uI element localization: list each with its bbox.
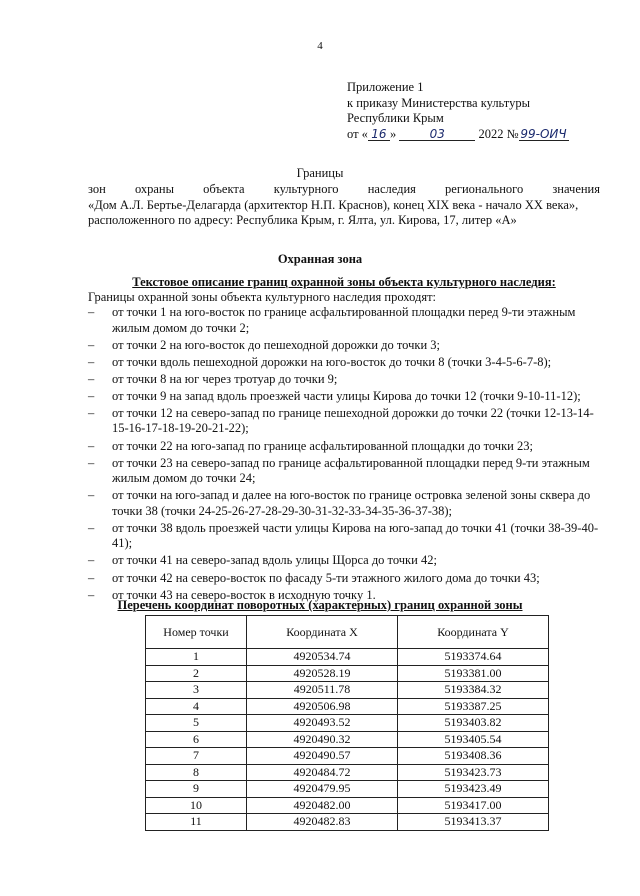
boundary-intro: Границы охранной зоны объекта культурного наследия проходят: [88, 290, 436, 304]
dash-marker: – [88, 388, 95, 403]
date-day: 16 [368, 128, 390, 141]
boundary-item-text: от точки 38 вдоль проезжей части улицы Кирова на юго-запад до точки 41 (точки 38-39-40-41); [112, 520, 599, 551]
cell-coordinate-y: 5193413.37 [398, 814, 549, 831]
cell-coordinate-y: 5193405.54 [398, 731, 549, 748]
boundary-item-text: от точки вдоль пешеходной дорожки на юго-восток до точки 8 (точки 3-4-5-6-7-8); [112, 354, 552, 369]
date-mid: » [389, 126, 397, 141]
text-description-heading: Текстовое описание границ охранной зоны объекта культурного наследия: [132, 275, 556, 289]
cell-coordinate-y: 5193387.25 [398, 698, 549, 715]
order-number: 99-ОИЧ [520, 126, 567, 141]
cell-coordinate-y: 5193423.49 [398, 781, 549, 798]
cell-coordinate-x: 4920479.95 [247, 781, 398, 798]
cell-point-number: 8 [146, 764, 247, 781]
dash-marker: – [88, 405, 95, 420]
dash-marker: – [88, 587, 95, 602]
boundary-item-text: от точки 42 на северо-восток по фасаду 5-ти этажного жилого дома до точки 43; [112, 570, 540, 585]
table-row [146, 649, 549, 666]
table-row [146, 814, 549, 831]
dash-marker: – [88, 520, 95, 535]
dash-marker: – [88, 553, 95, 568]
boundary-item [88, 305, 600, 336]
boundary-item [88, 571, 600, 587]
boundary-item [88, 338, 600, 354]
dash-marker: – [88, 455, 95, 470]
cell-point-number: 6 [146, 731, 247, 748]
appendix-line-1: Приложение 1 [347, 80, 424, 94]
boundary-item [88, 439, 600, 455]
date-month: 03 [399, 128, 475, 141]
zone-heading: Охранная зона [277, 252, 363, 266]
coordinates-table [145, 615, 549, 831]
dash-marker: – [88, 570, 95, 585]
boundary-item [88, 488, 600, 519]
cell-coordinate-y: 5193403.82 [398, 715, 549, 732]
boundary-item-text: от точки 9 на запад вдоль проезжей части улицы Кирова до точки 12 (точки 9-10-11-12); [112, 388, 581, 403]
cell-coordinate-y: 5193384.32 [398, 682, 549, 699]
column-header-y: Координата Y [398, 616, 549, 649]
dash-marker: – [88, 371, 95, 386]
boundary-item [88, 521, 600, 552]
dash-marker: – [88, 354, 95, 369]
boundary-item [88, 389, 600, 405]
dash-marker: – [88, 438, 95, 453]
boundary-item-text: от точки 2 на юго-восток до пешеходной дорожки до точки 3; [112, 337, 440, 352]
boundary-list [88, 305, 600, 605]
boundary-item [88, 553, 600, 569]
boundary-item [88, 372, 600, 388]
boundary-item-text: от точки на юго-запад и далее на юго-восток по границе островка зеленой зоны сквера до точки 38 (точки 24-25-26-27-28-29-30-31-32-33-34-35-36-37-38); [112, 488, 591, 518]
table-body [146, 649, 549, 831]
table-row [146, 682, 549, 699]
appendix-line-3: Республики Крым [347, 111, 444, 125]
boundary-item-text: от точки 23 на северо-запад по границе асфальтированной площадки перед 9-ти этажным жилым домом до точки 24; [112, 455, 590, 486]
cell-coordinate-x: 4920506.98 [247, 698, 398, 715]
cell-coordinate-y: 5193408.36 [398, 748, 549, 765]
table-row [146, 665, 549, 682]
table-row [146, 731, 549, 748]
boundary-item [88, 406, 600, 437]
appendix-date-line [347, 127, 569, 143]
cell-coordinate-x: 4920511.78 [247, 682, 398, 699]
cell-coordinate-x: 4920528.19 [247, 665, 398, 682]
cell-point-number: 4 [146, 698, 247, 715]
cell-point-number: 7 [146, 748, 247, 765]
intro-paragraph [88, 182, 600, 229]
boundary-item-text: от точки 12 на северо-запад по границе пешеходной дорожки до точки 22 (точки 12-13-14-15-16-17-18-19-20-21-22); [112, 405, 594, 436]
dash-marker: – [88, 337, 95, 352]
column-header-point: Номер точки [146, 616, 247, 649]
intro-line-3: расположенного по адресу: Республика Крым, г. Ялта, ул. Кирова, 17, литер «А» [88, 213, 517, 227]
cell-point-number: 9 [146, 781, 247, 798]
boundary-item-text: от точки 43 на северо-восток в исходную точку 1. [112, 587, 376, 602]
cell-point-number: 11 [146, 814, 247, 831]
intro-line-2: «Дом А.Л. Бертье-Делагарда (архитектор Н.П. Краснов), конец XIX века - начало XX века», [88, 197, 579, 212]
date-year: 2022 № [478, 126, 519, 141]
table-row [146, 764, 549, 781]
cell-coordinate-x: 4920493.52 [247, 715, 398, 732]
cell-coordinate-y: 5193374.64 [398, 649, 549, 666]
cell-point-number: 1 [146, 649, 247, 666]
table-row [146, 781, 549, 798]
table-row [146, 715, 549, 732]
cell-point-number: 10 [146, 797, 247, 814]
cell-point-number: 5 [146, 715, 247, 732]
cell-coordinate-y: 5193417.00 [398, 797, 549, 814]
cell-coordinate-y: 5193423.73 [398, 764, 549, 781]
cell-coordinate-x: 4920534.74 [247, 649, 398, 666]
table-row [146, 698, 549, 715]
dash-marker: – [88, 488, 95, 503]
cell-coordinate-x: 4920490.32 [247, 731, 398, 748]
table-row [146, 748, 549, 765]
coordinates-table-heading: Перечень координат поворотных (характерных) границ охранной зоны [117, 598, 523, 612]
column-header-x: Координата X [247, 616, 398, 649]
boundary-item [88, 456, 600, 487]
table-header-row [146, 616, 549, 649]
cell-coordinate-x: 4920482.83 [247, 814, 398, 831]
cell-coordinate-y: 5193381.00 [398, 665, 549, 682]
cell-coordinate-x: 4920484.72 [247, 764, 398, 781]
boundary-item-text: от точки 8 на юг через тротуар до точки 9; [112, 371, 338, 386]
appendix-line-2: к приказу Министерства культуры [347, 95, 530, 110]
boundary-item-text: от точки 1 на юго-восток по границе асфальтированной площадки перед 9-ти этажным жилым домом до точки 2; [112, 305, 576, 335]
appendix-block [347, 80, 569, 142]
cell-point-number: 3 [146, 682, 247, 699]
page-number: 4 [317, 40, 323, 52]
document-title: Границы [296, 166, 344, 180]
cell-coordinate-x: 4920482.00 [247, 797, 398, 814]
cell-point-number: 2 [146, 665, 247, 682]
date-prefix: от « [347, 126, 368, 141]
boundary-item [88, 355, 600, 371]
dash-marker: – [88, 305, 95, 319]
cell-coordinate-x: 4920490.57 [247, 748, 398, 765]
table-row [146, 797, 549, 814]
intro-line-1: зон охраны объекта культурного наследия регионального значения [88, 182, 600, 196]
boundary-item-text: от точки 22 на юго-запад по границе асфальтированной площадки до точки 23; [112, 438, 533, 453]
boundary-item-text: от точки 41 на северо-запад вдоль улицы Щорса до точки 42; [112, 553, 437, 568]
